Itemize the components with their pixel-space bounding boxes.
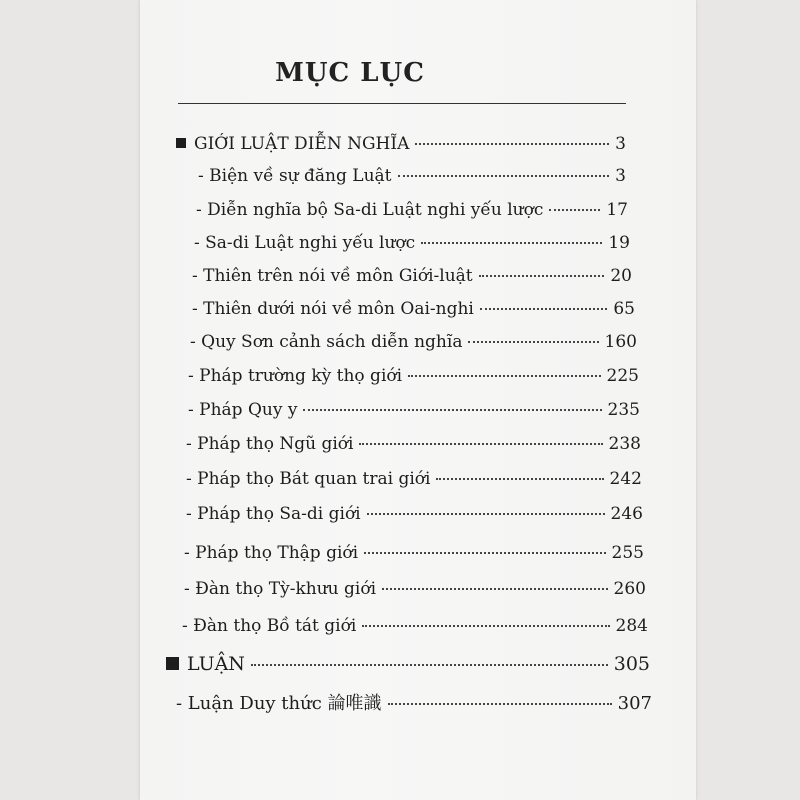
toc-entry: [192, 262, 632, 290]
square-bullet-icon: [166, 657, 179, 670]
dot-leader: [367, 513, 605, 515]
toc-page-number: 17: [606, 200, 628, 220]
toc-page-number: 305: [613, 653, 650, 675]
toc-page-number: 235: [607, 400, 640, 420]
dot-leader: [359, 443, 602, 445]
toc-entry: [186, 465, 642, 493]
dot-leader: [388, 703, 612, 705]
toc-page-number: 65: [613, 299, 635, 319]
toc-entry-label: - Quy Sơn cảnh sách diễn nghĩa: [190, 332, 463, 352]
toc-page-number: 242: [609, 469, 642, 489]
dot-leader: [251, 664, 608, 666]
toc-entry-label: - Thiên dưới nói về môn Oai-nghi: [192, 299, 474, 319]
dot-leader: [421, 242, 602, 244]
toc-entry: [184, 539, 644, 567]
toc-entry: [182, 612, 648, 640]
dot-leader: [549, 209, 600, 211]
dot-leader: [480, 308, 607, 310]
toc-section-label: GIỚI LUẬT DIỄN NGHĨA: [194, 134, 410, 154]
toc-page-number: 284: [615, 616, 648, 636]
toc-entry-label: - Diễn nghĩa bộ Sa-di Luật nghi yếu lược: [196, 200, 544, 220]
toc-entry: [192, 295, 635, 323]
toc-entry: [176, 690, 652, 718]
page-title: MỤC LỤC: [275, 58, 425, 88]
toc-page-number: 3: [615, 166, 626, 186]
toc-entry-label: - Pháp thọ Bát quan trai giới: [186, 469, 431, 489]
toc-entry: [184, 575, 646, 603]
toc-section: [176, 130, 626, 158]
toc-entry: [198, 162, 626, 190]
toc-page-number: 19: [608, 233, 630, 253]
toc-entry: [190, 328, 637, 356]
toc-page-number: 160: [604, 332, 637, 352]
toc-page-number: 246: [610, 504, 643, 524]
toc-section-label: LUẬN: [187, 653, 245, 675]
dot-leader: [408, 375, 600, 377]
dot-leader: [415, 143, 609, 145]
square-bullet-icon: [176, 138, 186, 148]
dot-leader: [303, 409, 601, 411]
dot-leader: [362, 625, 609, 627]
toc-entry-label: - Pháp thọ Thập giới: [184, 543, 359, 563]
toc-entry-label: - Pháp trường kỳ thọ giới: [188, 366, 403, 386]
dot-leader: [479, 275, 605, 277]
toc-entry-label: - Đàn thọ Bồ tát giới: [182, 616, 357, 636]
dot-leader: [468, 341, 598, 343]
toc-page-number: 3: [615, 134, 626, 154]
toc-page-number: 307: [617, 693, 652, 714]
toc-entry: [186, 430, 641, 458]
toc-entry: [196, 196, 628, 224]
toc-page-number: 238: [608, 434, 641, 454]
toc-page-number: 260: [613, 579, 646, 599]
toc-entry-label: - Biện về sự đăng Luật: [198, 166, 392, 186]
toc-entry: [186, 500, 643, 528]
toc-entry: [188, 362, 639, 390]
toc-entry: [188, 396, 640, 424]
toc-entry-label: - Thiên trên nói về môn Giới-luật: [192, 266, 473, 286]
toc-entry-label: - Pháp thọ Ngũ giới: [186, 434, 354, 454]
toc-page-number: 255: [611, 543, 644, 563]
toc-entry: [194, 229, 630, 257]
dot-leader: [398, 175, 610, 177]
toc-entry-label: - Sa-di Luật nghi yếu lược: [194, 233, 416, 253]
toc-entry-label: - Pháp Quy y: [188, 400, 298, 420]
dot-leader: [382, 588, 608, 590]
toc-entry-label: - Pháp thọ Sa-di giới: [186, 504, 361, 524]
toc-entry-label: - Đàn thọ Tỳ-khưu giới: [184, 579, 377, 599]
toc-page-number: 225: [606, 366, 639, 386]
toc-page-number: 20: [610, 266, 632, 286]
toc-section: [166, 650, 650, 678]
dot-leader: [364, 552, 605, 554]
dot-leader: [436, 478, 603, 480]
toc-entry-label: - Luận Duy thức 論唯識: [176, 693, 382, 714]
